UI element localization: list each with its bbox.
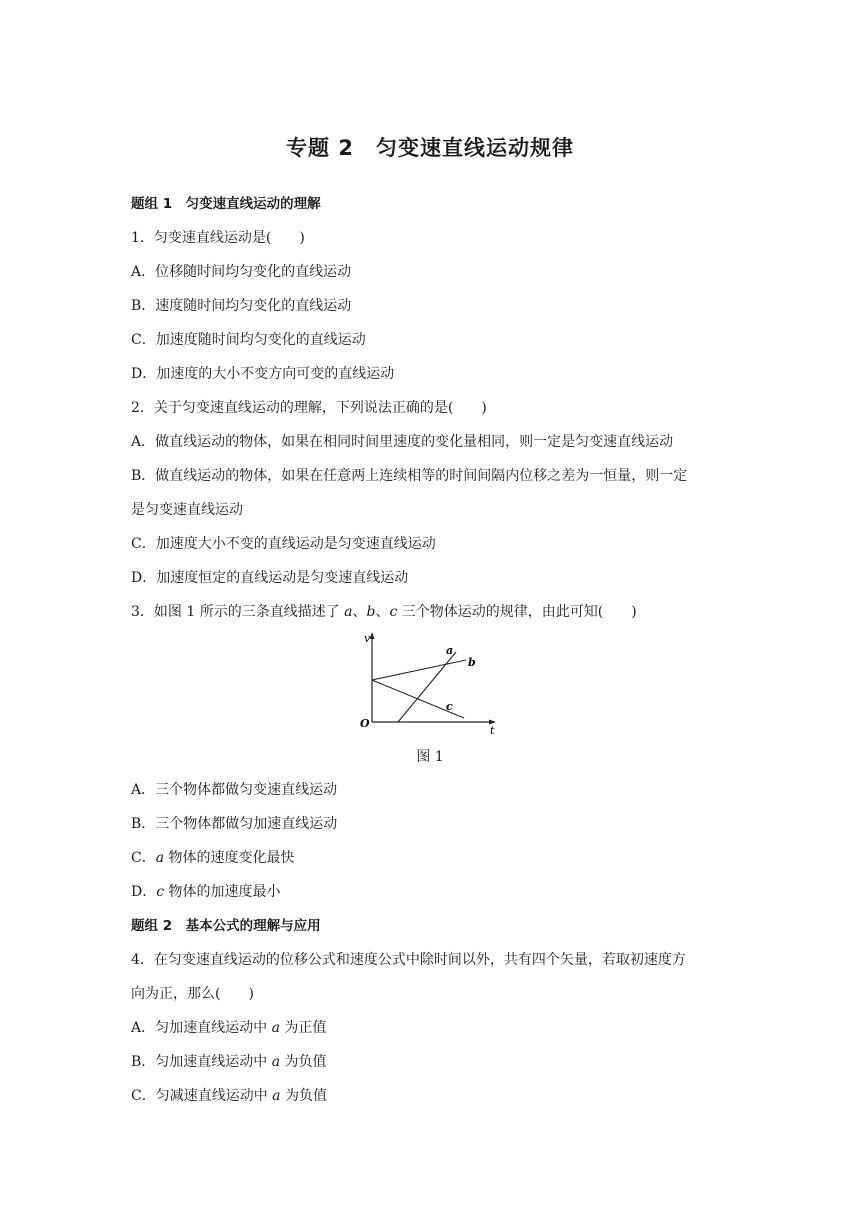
q3-option-c: [131, 848, 295, 868]
q3-stem: [131, 602, 637, 622]
label-b: b: [468, 656, 476, 669]
q4-stem-line1: 4．在匀变速直线运动的位移公式和速度公式中除时间以外，共有四个矢量，若取初速度方: [131, 952, 686, 968]
group-heading-2: 题组 2 基本公式的理解与应用: [131, 918, 321, 934]
q4-option-b-pre: B．匀加速直线运动中: [131, 1054, 272, 1070]
q4-option-c-post: 为负值: [280, 1088, 327, 1104]
q4-option-b-post: 为负值: [280, 1054, 327, 1070]
q4-option-c-pre: C．匀减速直线运动中: [131, 1088, 273, 1104]
q3-option-d-post: 物体的加速度最小: [164, 884, 281, 900]
q2-option-b-cont: 是匀变速直线运动: [131, 502, 243, 518]
figure-caption: 图 1: [416, 749, 444, 765]
q4-option-c-var: a: [272, 1088, 281, 1104]
q4-option-b-var: a: [271, 1054, 281, 1070]
q3-stem-post: 三个物体运动的规律，由此可知( ): [397, 604, 637, 620]
q3-option-d-pre: D．: [131, 884, 157, 900]
q3-var-b: b: [366, 604, 376, 620]
q3-stem-pre: 3．如图 1 所示的三条直线描述了: [131, 604, 345, 620]
vt-graph-figure: [360, 630, 510, 738]
q1-option-a: A．位移随时间均匀变化的直线运动: [131, 264, 352, 280]
label-c: c: [446, 700, 453, 713]
q1-option-d: D．加速度的大小不变方向可变的直线运动: [131, 366, 395, 382]
q4-stem-line2: 向为正，那么( ): [131, 986, 254, 1002]
q3-option-c-var: a: [155, 850, 165, 866]
q3-sep2: 、: [375, 604, 390, 620]
label-a: a: [446, 644, 454, 657]
q4-option-b: [131, 1052, 327, 1072]
q3-option-d-var: c: [156, 884, 165, 900]
q4-option-a-post: 为正值: [279, 1020, 327, 1036]
q2-option-b: B．做直线运动的物体，如果在任意两上连续相等的时间间隔内位移之差为一恒量，则一定: [131, 468, 688, 484]
q3-option-a: A．三个物体都做匀变速直线运动: [131, 782, 338, 798]
axis-label-v: v: [364, 632, 371, 645]
q3-option-b: B．三个物体都做匀加速直线运动: [131, 816, 338, 832]
q3-var-c: c: [389, 604, 398, 620]
axis-label-t: t: [490, 724, 495, 737]
q2-option-d: D．加速度恒定的直线运动是匀变速直线运动: [131, 570, 409, 586]
q1-option-c: C．加速度随时间均匀变化的直线运动: [131, 332, 366, 348]
q3-option-c-post: 物体的速度变化最快: [164, 850, 295, 866]
q4-option-c: [131, 1086, 327, 1106]
q3-option-c-pre: C．: [131, 850, 156, 866]
q4-option-a-pre: A．匀加速直线运动中: [131, 1020, 272, 1036]
group-heading-1: 题组 1 匀变速直线运动的理解: [131, 196, 321, 212]
q2-option-a: A．做直线运动的物体，如果在相同时间里速度的变化量相同，则一定是匀变速直线运动: [131, 434, 674, 450]
q3-var-a: a: [344, 604, 353, 620]
origin-label: O: [360, 717, 370, 730]
y-axis-arrow: [370, 632, 375, 639]
q3-option-d: [131, 882, 281, 902]
q3-sep1: 、: [352, 604, 367, 620]
page-title: 专题 2 匀变速直线运动规律: [286, 136, 574, 160]
line-b: [372, 660, 466, 680]
q1-stem: 1．匀变速直线运动是( ): [131, 230, 305, 246]
q4-option-a-var: a: [271, 1020, 280, 1036]
q1-option-b: B．速度随时间均匀变化的直线运动: [131, 298, 352, 314]
q2-option-c: C．加速度大小不变的直线运动是匀变速直线运动: [131, 536, 436, 552]
q4-option-a: [131, 1018, 326, 1038]
q2-stem: 2．关于匀变速直线运动的理解，下列说法正确的是( ): [131, 400, 487, 416]
